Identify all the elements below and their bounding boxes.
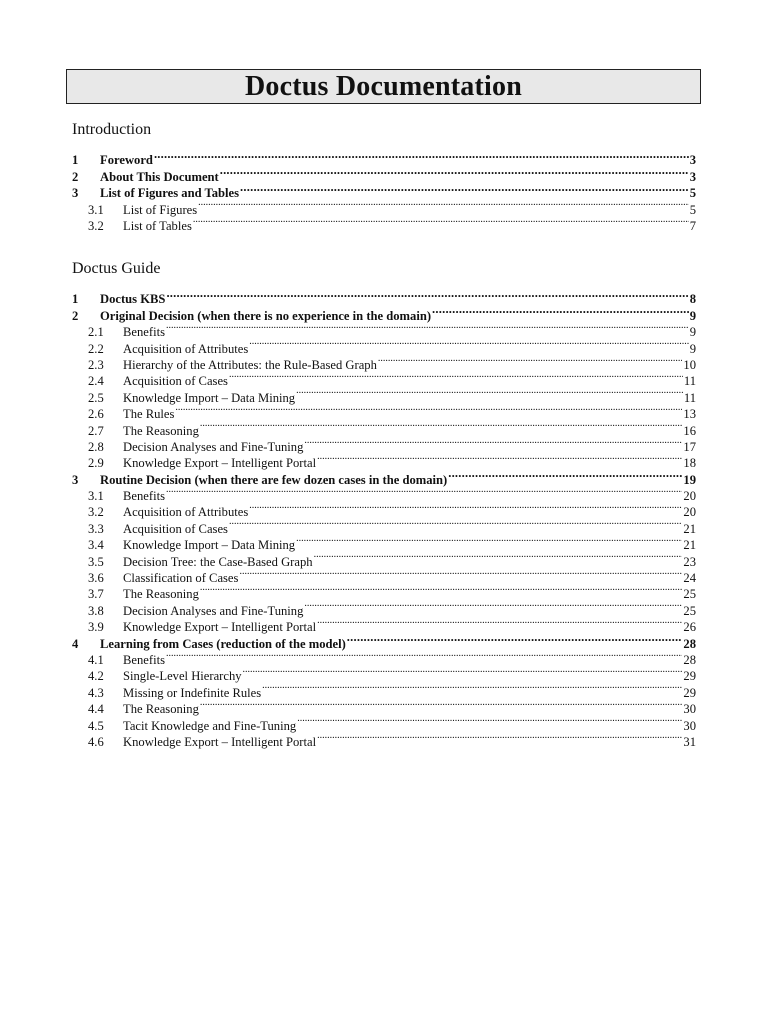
toc-leader-dots	[262, 680, 682, 696]
toc-entry-number: 2	[72, 308, 79, 323]
toc-entry-number: 3.8	[88, 603, 104, 618]
toc-leader-dots	[154, 148, 689, 164]
toc-entry[interactable]	[72, 320, 696, 340]
toc-entry-page: 8	[689, 292, 696, 307]
toc-entry-number: 2	[72, 169, 79, 184]
toc-entry-page: 9	[689, 308, 696, 323]
section-heading: Doctus Guide	[72, 260, 161, 277]
toc-leader-dots	[166, 287, 688, 303]
toc-entry-number: 3.1	[88, 489, 104, 504]
toc-entry-number: 3.5	[88, 554, 104, 569]
toc-entry-title: Decision Tree: the Case-Based Graph	[123, 554, 313, 569]
toc-entry-page: 3	[689, 169, 696, 184]
toc-entry-page: 5	[689, 186, 696, 201]
toc-leader-dots	[175, 402, 682, 418]
toc-entry-title: List of Figures and Tables	[100, 186, 240, 201]
toc-leader-dots	[193, 214, 689, 230]
toc-entry-page: 23	[683, 554, 696, 569]
toc-entry-page: 18	[683, 456, 696, 471]
toc-entry-title: Single-Level Hierarchy	[123, 669, 242, 684]
toc-leader-dots	[229, 516, 682, 532]
toc-entry-number: 2.5	[88, 390, 104, 405]
toc-entry-title: Knowledge Export – Intelligent Portal	[123, 456, 317, 471]
toc-entry-title: The Reasoning	[123, 587, 199, 602]
toc-entry-number: 1	[72, 292, 79, 307]
toc-entry-number: 4	[72, 636, 79, 651]
toc-entry-number: 4.6	[88, 734, 104, 749]
toc-entry-title: Knowledge Export – Intelligent Portal	[123, 734, 317, 749]
toc-entry-number: 4.5	[88, 718, 104, 733]
toc-entry-title: Benefits	[123, 325, 165, 340]
toc-leader-dots	[198, 197, 689, 213]
toc-entry-page: 24	[683, 571, 696, 586]
toc-entry-number: 3.4	[88, 538, 104, 553]
toc-entry-page: 26	[683, 620, 696, 635]
toc-entry-title: Acquisition of Cases	[123, 521, 228, 536]
toc-leader-dots	[296, 533, 682, 549]
toc-entry-page: 3	[689, 153, 696, 168]
toc-leader-dots	[317, 451, 682, 467]
toc-entry-title: Benefits	[123, 652, 165, 667]
toc-entry-number: 2.9	[88, 456, 104, 471]
toc-entry-title: Routine Decision (when there are few dozen cases in the domain)	[100, 472, 448, 487]
toc-leader-dots	[220, 164, 689, 180]
toc-entry-page: 25	[683, 603, 696, 618]
toc-entry-page: 25	[683, 587, 696, 602]
toc-entry-number: 3.2	[88, 218, 104, 233]
section-heading: Introduction	[72, 121, 152, 138]
toc-leader-dots	[239, 566, 682, 582]
toc-entry-page: 11	[683, 390, 696, 405]
toc-entry-page: 5	[689, 202, 696, 217]
toc-entry[interactable]	[72, 303, 696, 323]
toc-entry-title: Acquisition of Cases	[123, 374, 228, 389]
toc-entry-number: 2.8	[88, 439, 104, 454]
document-title-box	[66, 69, 701, 104]
toc-leader-dots	[249, 336, 688, 352]
toc-entry-page: 16	[683, 423, 696, 438]
toc-entry-title: Original Decision (when there is no experience in the domain)	[100, 308, 432, 323]
toc-leader-dots	[317, 730, 682, 746]
toc-leader-dots	[200, 582, 683, 598]
toc-entry-number: 3.7	[88, 587, 104, 602]
toc-entry-page: 11	[683, 374, 696, 389]
toc-leader-dots	[347, 631, 683, 647]
toc-leader-dots	[166, 648, 682, 664]
toc-entry-number: 4.2	[88, 669, 104, 684]
toc-entry-number: 4.4	[88, 702, 104, 717]
toc-leader-dots	[166, 320, 689, 336]
toc-leader-dots	[304, 598, 682, 614]
toc-entry-number: 3	[72, 186, 79, 201]
toc-entry-title: The Reasoning	[123, 423, 199, 438]
toc-entry-title: The Rules	[123, 407, 175, 422]
toc-entry-number: 2.2	[88, 341, 104, 356]
toc-entry-page: 29	[683, 669, 696, 684]
toc-list	[72, 148, 696, 233]
toc-leader-dots	[249, 500, 682, 516]
toc-entry-number: 4.1	[88, 652, 104, 667]
toc-entry-page: 7	[689, 218, 696, 233]
toc-entry-title: Benefits	[123, 489, 165, 504]
toc-entry-number: 3.3	[88, 521, 104, 536]
toc-entry-page: 29	[683, 685, 696, 700]
document-title: Doctus Documentation	[245, 70, 522, 102]
toc-leader-dots	[166, 484, 682, 500]
toc-entry-number: 1	[72, 153, 79, 168]
toc-entry-page: 19	[683, 472, 696, 487]
toc-entry-title: Learning from Cases (reduction of the model)	[100, 636, 346, 651]
toc-entry-page: 31	[683, 734, 696, 749]
toc-entry-title: Hierarchy of the Attributes: the Rule-Based Graph	[123, 357, 377, 372]
toc-entry-title: Acquisition of Attributes	[123, 505, 249, 520]
toc-leader-dots	[200, 418, 683, 434]
toc-entry[interactable]	[72, 664, 696, 684]
toc-entry[interactable]	[72, 287, 696, 307]
toc-entry-title: Knowledge Export – Intelligent Portal	[123, 620, 317, 635]
toc-entry-title: Tacit Knowledge and Fine-Tuning	[123, 718, 297, 733]
toc-entry-title: List of Figures	[123, 202, 198, 217]
toc-entry[interactable]	[72, 500, 696, 520]
toc-entry-number: 3.6	[88, 571, 104, 586]
toc-entry-title: List of Tables	[123, 218, 192, 233]
toc-leader-dots	[200, 697, 683, 713]
toc-entry-page: 13	[683, 407, 696, 422]
toc-entry-title: Foreword	[100, 153, 153, 168]
toc-list	[72, 287, 696, 749]
toc-entry-title: Decision Analyses and Fine-Tuning	[123, 439, 304, 454]
toc-entry[interactable]	[72, 648, 696, 667]
toc-entry-page: 9	[689, 341, 696, 356]
toc-entry-number: 3	[72, 472, 79, 487]
toc-entry-page: 20	[683, 505, 696, 520]
toc-entry-page: 9	[689, 325, 696, 340]
toc-entry-page: 20	[683, 489, 696, 504]
toc-leader-dots	[304, 435, 682, 451]
toc-entry-title: Missing or Indefinite Rules	[123, 685, 262, 700]
toc-leader-dots	[297, 713, 682, 729]
toc-leader-dots	[229, 369, 683, 385]
toc-entry-title: About This Document	[100, 169, 219, 184]
toc-entry-title: Decision Analyses and Fine-Tuning	[123, 603, 304, 618]
toc-entry-page: 28	[683, 652, 696, 667]
toc-entry-title: The Reasoning	[123, 702, 199, 717]
toc-entry[interactable]	[72, 336, 696, 356]
toc-entry-number: 2.1	[88, 325, 104, 340]
toc-entry-page: 21	[683, 538, 696, 553]
toc-entry-number: 2.7	[88, 423, 104, 438]
toc-entry-title: Knowledge Import – Data Mining	[123, 538, 296, 553]
toc-leader-dots	[240, 181, 689, 197]
toc-leader-dots	[432, 303, 689, 319]
toc-leader-dots	[296, 385, 683, 401]
toc-leader-dots	[448, 467, 682, 483]
toc-entry-page: 10	[683, 357, 696, 372]
toc-leader-dots	[317, 615, 682, 631]
toc-entry-number: 2.6	[88, 407, 104, 422]
toc-entry-title: Knowledge Import – Data Mining	[123, 390, 296, 405]
toc-entry[interactable]	[72, 148, 696, 168]
toc-entry-page: 21	[683, 521, 696, 536]
toc-entry-page: 30	[683, 718, 696, 733]
toc-entry[interactable]	[72, 484, 696, 504]
toc-section-introduction	[72, 121, 696, 233]
toc-entry-number: 2.3	[88, 357, 104, 372]
toc-entry-page: 30	[683, 702, 696, 717]
toc-leader-dots	[314, 549, 683, 565]
toc-entry-number: 3.9	[88, 620, 104, 635]
toc-entry-number: 2.4	[88, 374, 104, 389]
toc-entry-number: 4.3	[88, 685, 104, 700]
toc-leader-dots	[378, 353, 683, 369]
toc-entry-page: 17	[683, 439, 696, 454]
toc-entry-number: 3.2	[88, 505, 104, 520]
toc-entry-title: Acquisition of Attributes	[123, 341, 249, 356]
toc-entry-number: 3.1	[88, 202, 104, 217]
toc-section-doctus-guide	[72, 260, 696, 749]
toc-entry-title: Doctus KBS	[100, 292, 166, 307]
toc-entry-page: 28	[683, 636, 696, 651]
toc-entry-title: Classification of Cases	[123, 571, 239, 586]
toc-leader-dots	[243, 664, 683, 680]
toc-entry[interactable]	[72, 164, 696, 184]
